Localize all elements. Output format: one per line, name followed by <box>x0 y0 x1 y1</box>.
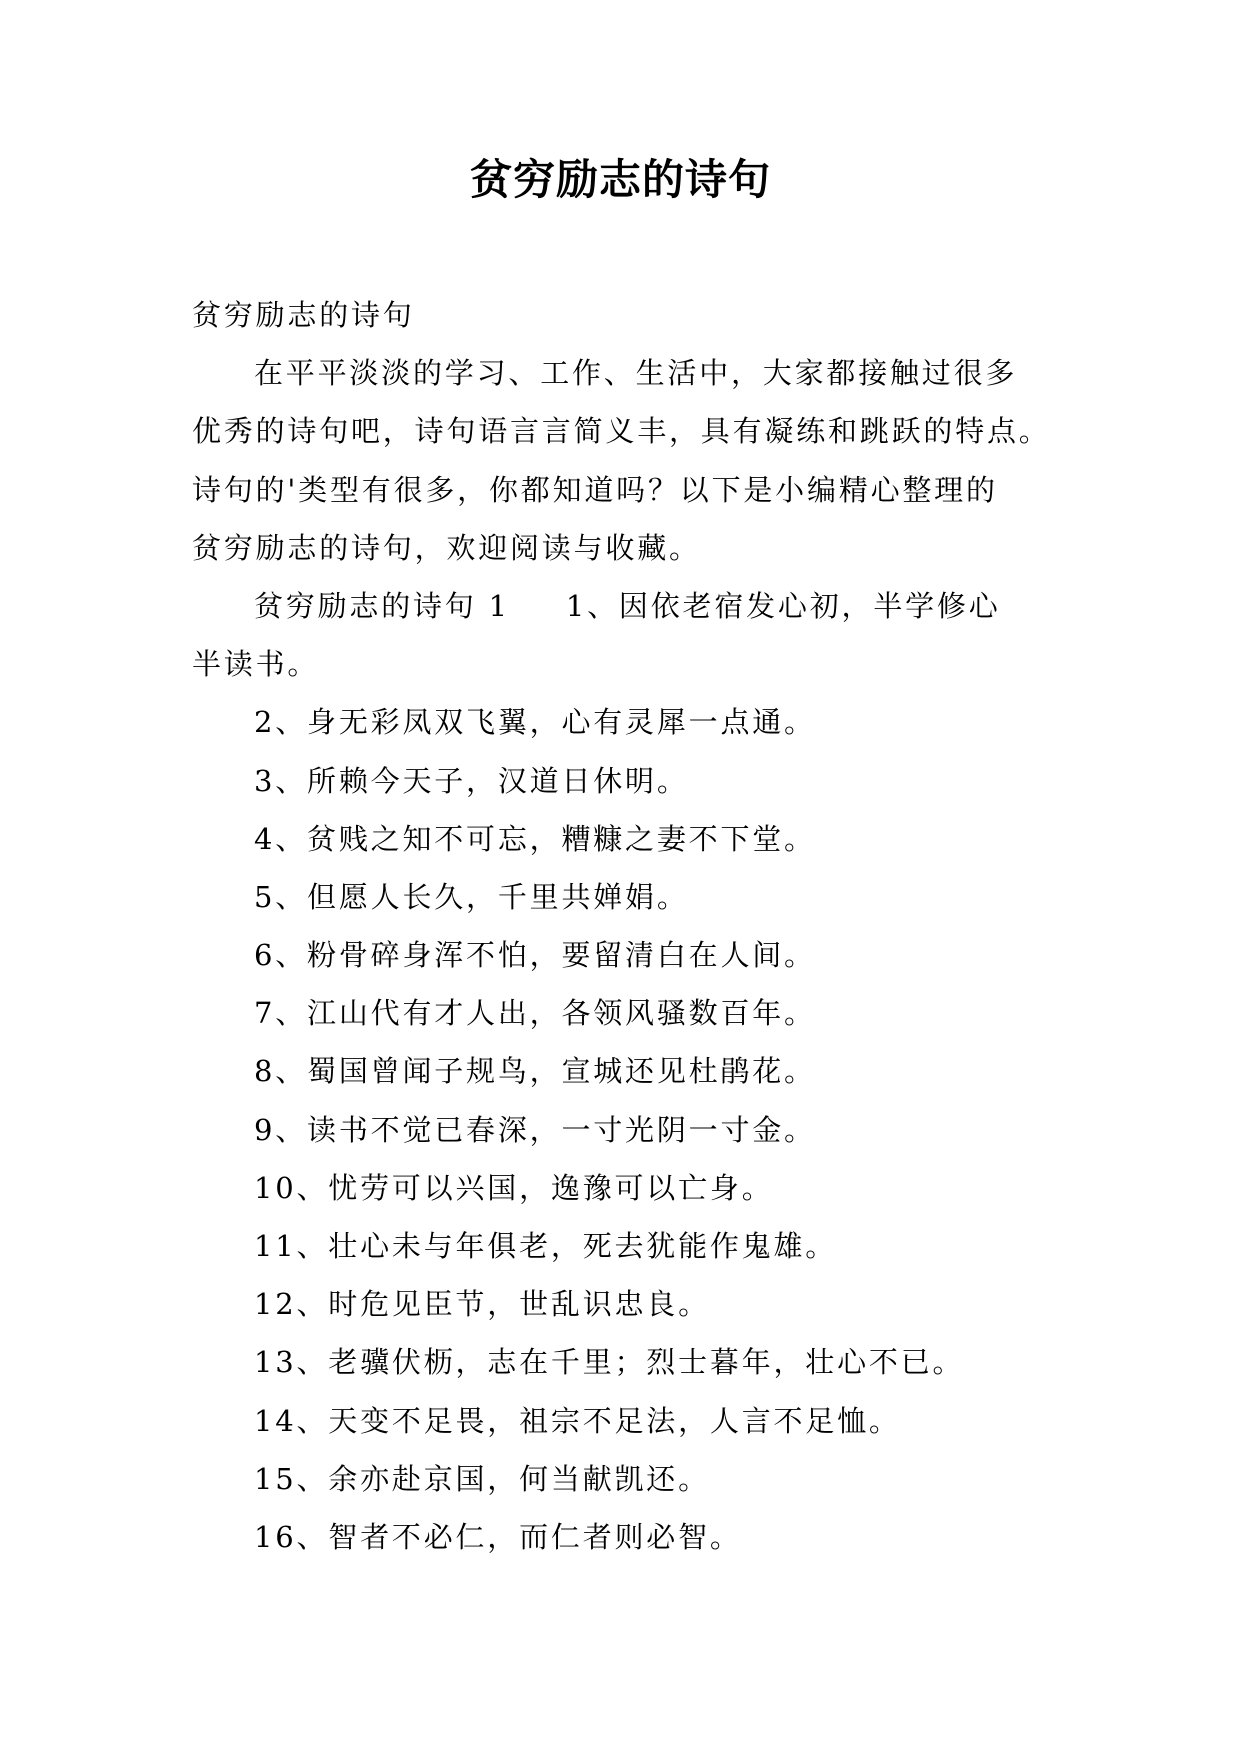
section-line <box>192 577 1054 635</box>
list-item: 5、但愿人长久，千里共婵娟。 <box>254 879 689 914</box>
list-item: 11、壮心未与年俱老，死去犹能作鬼雄。 <box>254 1229 838 1263</box>
list-item: 7、江山代有才人出，各领风骚数百年。 <box>254 996 816 1031</box>
intro-line-4: 贫穷励志的诗句，欢迎阅读与收藏。 <box>192 530 701 565</box>
list-item: 10、忧劳可以兴国，逸豫可以亡身。 <box>254 1170 774 1205</box>
document-title: 贫穷励志的诗句 <box>469 155 771 204</box>
subtitle-line: 贫穷励志的诗句 <box>192 298 415 332</box>
list-item: 2、身无彩凤双飞翼，心有灵犀一点通。 <box>254 705 816 740</box>
document-body <box>192 286 1054 1566</box>
intro-line-3: 诗句的'类型有很多，你都知道吗？以下是小编精心整理的 <box>192 472 998 507</box>
first-item-start: 1、因依老宿发心初，半学修心 <box>565 588 1001 623</box>
list-item: 12、时危见臣节，世乱识忠良。 <box>254 1287 710 1322</box>
list-item: 3、所赖今天子，汉道日休明。 <box>254 763 689 798</box>
list-item: 16、智者不必仁，而仁者则必智。 <box>254 1519 742 1554</box>
list-item: 13、老骥伏枥，志在千里；烈士暮年，壮心不已。 <box>254 1345 965 1380</box>
list-item: 15、余亦赴京国，何当献凯还。 <box>254 1461 710 1496</box>
section-heading: 贫穷励志的诗句 1 <box>254 588 510 623</box>
list-item: 14、天变不足畏，祖宗不足法，人言不足恤。 <box>254 1403 901 1438</box>
intro-line-1: 在平平淡淡的学习、工作、生活中，大家都接触过很多 <box>254 356 1018 391</box>
first-item-end: 半读书。 <box>192 647 320 682</box>
intro-line-2: 优秀的诗句吧，诗句语言言简义丰，具有凝练和跳跃的特点。 <box>192 414 1051 449</box>
list-item: 9、读书不觉已春深，一寸光阴一寸金。 <box>254 1112 816 1147</box>
list-item: 4、贫贱之知不可忘，糟糠之妻不下堂。 <box>254 821 816 856</box>
list-item: 8、蜀国曾闻子规鸟，宣城还见杜鹃花。 <box>254 1054 816 1089</box>
list-item: 6、粉骨碎身浑不怕，要留清白在人间。 <box>254 938 816 973</box>
